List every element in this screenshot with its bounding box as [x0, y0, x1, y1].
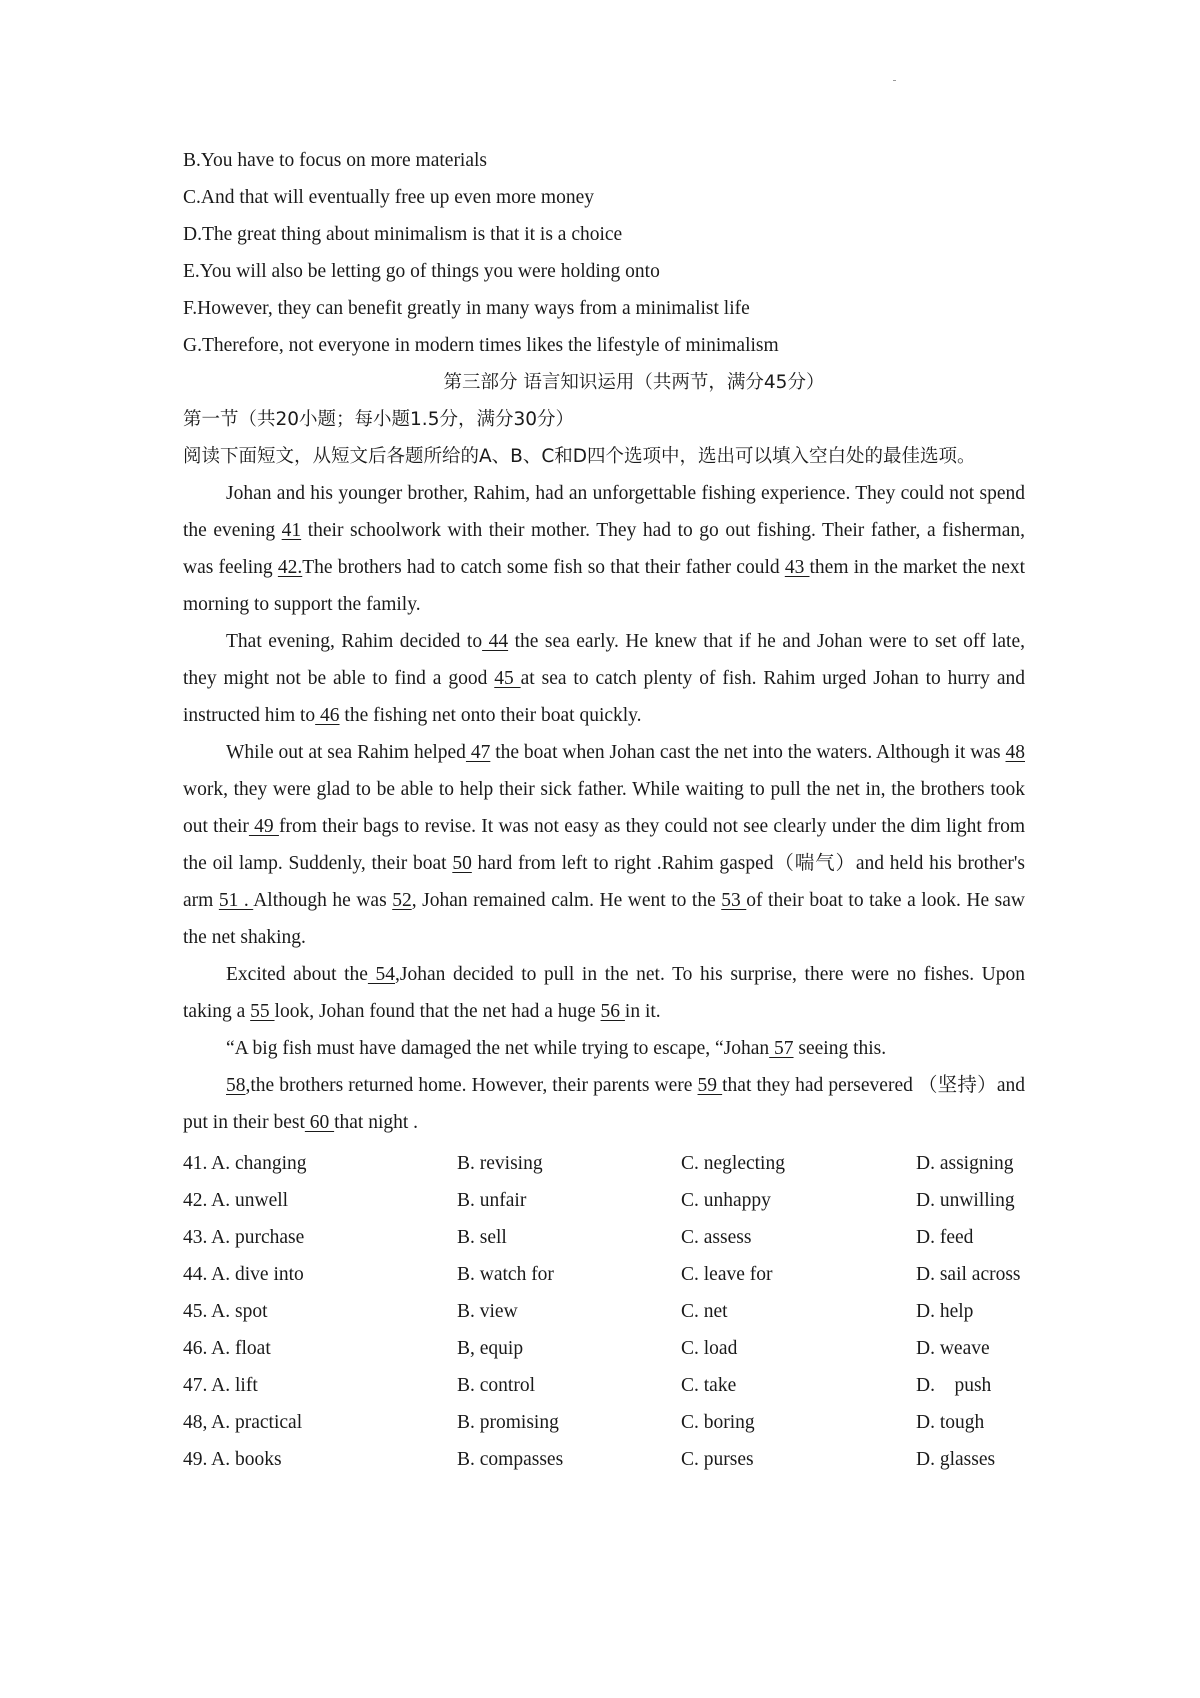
option-line: C.And that will eventually free up even more money: [183, 187, 595, 208]
question-row: [183, 1441, 1025, 1478]
choice-a: 42. A. unwell: [183, 1190, 289, 1211]
choice-c: C. load: [681, 1338, 738, 1359]
choice-b: B. sell: [457, 1227, 507, 1248]
choice-a: 48, A. practical: [183, 1412, 303, 1433]
choice-c: C. neglecting: [681, 1153, 785, 1174]
choice-c: C. net: [681, 1301, 728, 1322]
choice-c: C. boring: [681, 1412, 755, 1433]
blank-45: 45: [494, 668, 521, 689]
option-line: F.However, they can benefit greatly in many ways from a minimalist life: [183, 298, 750, 319]
exam-page: [183, 142, 1025, 1478]
blank-52: 52: [392, 890, 412, 911]
blank-57: 57: [769, 1038, 794, 1059]
choice-b: B. view: [457, 1301, 518, 1322]
question-row: [183, 1145, 1025, 1182]
choice-a: 43. A. purchase: [183, 1227, 305, 1248]
section-title: 第一节（共20小题；每小题1.5分，满分30分）: [183, 409, 575, 430]
question-row: [183, 1182, 1025, 1219]
passage-paragraph: Excited about the 54,Johan decided to pull in the net. To his surprise, there were no fishes. Upon taking a 55 look, Johan found that the net had a huge 56 in it.: [183, 964, 1025, 1022]
option-line: E.You will also be letting go of things you were holding onto: [183, 261, 660, 282]
instructions: 阅读下面短文，从短文后各题所给的A、B、C和D四个选项中，选出可以填入空白处的最佳选项。: [183, 446, 976, 467]
choice-b: B. unfair: [457, 1190, 527, 1211]
blank-58: 58: [226, 1075, 246, 1096]
option-line: G.Therefore, not everyone in modern times likes the lifestyle of minimalism: [183, 335, 779, 356]
passage-paragraph: Johan and his younger brother, Rahim, had an unforgettable fishing experience. They could not spend the evening 41 their schoolwork with their mother. They had to go out fishing. Their father, a fisherman, was feeling 42.The brothers had to catch some fish so that their father could 43 them in the market the next morning to support the family.: [183, 483, 1026, 615]
blank-53: 53: [721, 890, 747, 911]
blank-60: 60: [304, 1112, 335, 1133]
part-title: 第三部分 语言知识运用（共两节，满分45分）: [443, 372, 825, 393]
choice-a: 49. A. books: [183, 1449, 282, 1470]
question-options: [183, 1145, 1025, 1478]
option-line: B.You have to focus on more materials: [183, 150, 488, 171]
blank-42: 42.: [277, 557, 303, 578]
choice-d: D. tough: [916, 1412, 985, 1433]
choice-c: C. purses: [681, 1449, 754, 1470]
choice-c: C. unhappy: [681, 1190, 771, 1211]
choice-d: D. unwilling: [916, 1190, 1015, 1211]
choice-c: C. take: [681, 1375, 737, 1396]
question-row: [183, 1293, 1025, 1330]
blank-41: 41: [281, 520, 302, 541]
choice-d: D. help: [916, 1301, 974, 1322]
choice-c: C. assess: [681, 1227, 752, 1248]
choice-b: B, equip: [457, 1338, 524, 1359]
blank-43: 43: [784, 557, 810, 578]
question-row: [183, 1256, 1025, 1293]
blank-46: 46: [315, 705, 340, 726]
blank-56: 56: [600, 1001, 625, 1022]
blank-59: 59: [697, 1075, 723, 1096]
choice-b: B. control: [457, 1375, 535, 1396]
question-row: [183, 1404, 1025, 1441]
choice-d: D. glasses: [916, 1449, 996, 1470]
blank-48: 48: [1005, 742, 1025, 763]
choice-b: B. promising: [457, 1412, 559, 1433]
choice-a: 46. A. float: [183, 1338, 271, 1359]
blank-47: 47: [465, 742, 491, 763]
choice-d: D. assigning: [916, 1153, 1014, 1174]
choice-c: C. leave for: [681, 1264, 773, 1285]
choice-a: 44. A. dive into: [183, 1264, 304, 1285]
choice-d: D. weave: [916, 1338, 990, 1359]
blank-51: 51 .: [218, 890, 254, 911]
blank-50: 50: [452, 853, 472, 874]
passage-paragraph: “A big fish must have damaged the net while trying to escape, “Johan 57 seeing this.: [226, 1038, 887, 1059]
question-row: [183, 1219, 1025, 1256]
question-row: [183, 1330, 1025, 1367]
choice-b: B. revising: [457, 1153, 543, 1174]
scan-mark: [893, 80, 896, 81]
passage-paragraph: 58,the brothers returned home. However, their parents were 59 that they had persevered （坚持）and put in their best 60 that night .: [183, 1075, 1025, 1133]
passage-paragraph: While out at sea Rahim helped 47 the boat when Johan cast the net into the waters. Although it was 48 work, they were glad to be able to help their sick father. While waiting to pull the net in, the brothers took out their 49 from their bags to revise. It was not easy as they could not see clearly under the dim light from the oil lamp. Suddenly, their boat 50 hard from left to right .Rahim gasped（喘气）and held his brother's arm 51 . Although he was 52, Johan remained calm. He went to the 53 of their boat to take a look. He saw the net shaking.: [183, 742, 1026, 948]
choice-d: D. feed: [916, 1227, 974, 1248]
choice-a: 41. A. changing: [183, 1153, 307, 1174]
option-line: D.The great thing about minimalism is that it is a choice: [183, 224, 623, 245]
choice-a: 47. A. lift: [183, 1375, 258, 1396]
choice-b: B. watch for: [457, 1264, 554, 1285]
passage-paragraph: That evening, Rahim decided to 44 the sea early. He knew that if he and Johan were to set off late, they might not be able to find a good 45 at sea to catch plenty of fish. Rahim urged Johan to hurry and instructed him to 46 the fishing net onto their boat quickly.: [183, 631, 1026, 726]
choice-a: 45. A. spot: [183, 1301, 268, 1322]
blank-54: 54: [367, 964, 396, 985]
choice-b: B. compasses: [457, 1449, 564, 1470]
blank-44: 44: [482, 631, 509, 652]
question-row: [183, 1367, 1025, 1404]
choice-d: D. sail across: [916, 1264, 1021, 1285]
blank-49: 49: [248, 816, 279, 837]
blank-55: 55: [250, 1001, 275, 1022]
choice-d: D. push: [916, 1375, 992, 1396]
